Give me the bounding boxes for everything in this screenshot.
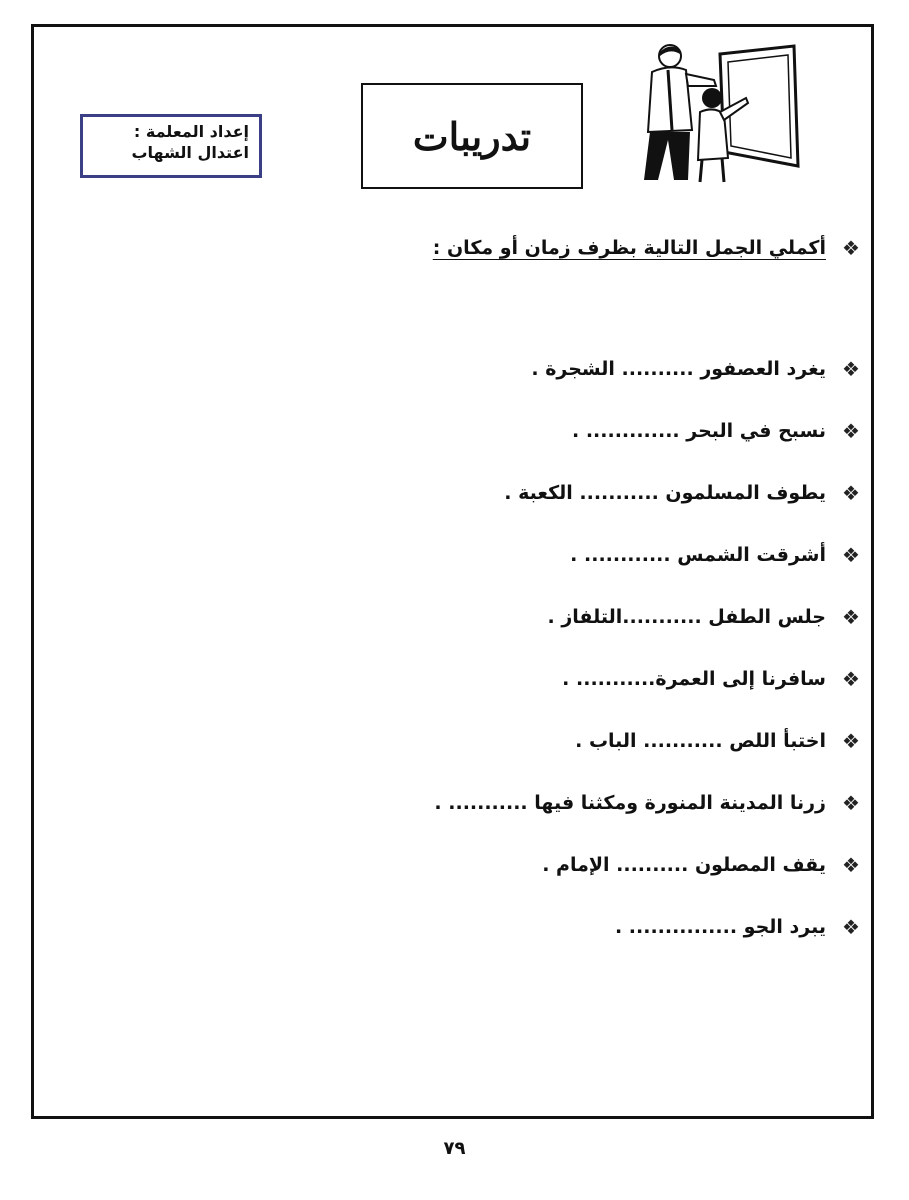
exercise-sentence: يبرد الجو ............... .: [614, 916, 826, 938]
bullet-icon: ❖: [842, 667, 860, 691]
page-number: ٧٩: [443, 1138, 466, 1159]
exercise-sentence: يغرد العصفور .......... الشجرة .: [531, 358, 826, 380]
exercise-sentence: جلس الطفل ...........التلفاز .: [547, 606, 826, 628]
bullet-icon: ❖: [842, 791, 860, 815]
exercise-sentence: يقف المصلون .......... الإمام .: [542, 854, 826, 876]
exercise-item: [102, 462, 862, 524]
exercise-item: [102, 772, 862, 834]
bullet-icon: ❖: [842, 915, 860, 939]
exercise-item: [102, 400, 862, 462]
author-box: [80, 114, 262, 178]
exercise-sentence: سافرنا إلى العمرة........... .: [562, 668, 826, 690]
author-name: اعتدال الشهاب: [131, 143, 249, 162]
instruction: [433, 236, 862, 260]
exercise-sentence: أشرقت الشمس ............ .: [570, 544, 826, 566]
instruction-text: أكملي الجمل التالية بظرف زمان أو مكان :: [432, 237, 826, 259]
author-label: إعداد المعلمة :: [133, 122, 249, 141]
exercise-sentence: نسبح في البحر ............. .: [571, 420, 826, 442]
exercise-item: [102, 710, 862, 772]
exercise-item: [102, 834, 862, 896]
bullet-icon: ❖: [842, 481, 860, 505]
teacher-student-illustration: [628, 40, 808, 185]
exercise-sentence: اختبأ اللص ........... الباب .: [575, 730, 826, 752]
bullet-icon: ❖: [842, 853, 860, 877]
exercise-item: [102, 648, 862, 710]
bullet-icon: ❖: [842, 543, 860, 567]
exercise-item: [102, 338, 862, 400]
bullet-icon: ❖: [842, 357, 860, 381]
bullet-icon: ❖: [842, 729, 860, 753]
page-title: تدريبات: [412, 113, 532, 159]
exercise-item: [102, 524, 862, 586]
exercise-item: [102, 896, 862, 958]
exercise-sentence: زرنا المدينة المنورة ومكثنا فيها ........... .: [434, 792, 826, 814]
exercise-item: [102, 586, 862, 648]
bullet-icon: ❖: [842, 236, 860, 260]
exercise-sentence: يطوف المسلمون ........... الكعبة .: [504, 482, 826, 504]
bullet-icon: ❖: [842, 419, 860, 443]
bullet-icon: ❖: [842, 605, 860, 629]
title-box: [361, 83, 583, 189]
exercise-list: [102, 338, 862, 958]
